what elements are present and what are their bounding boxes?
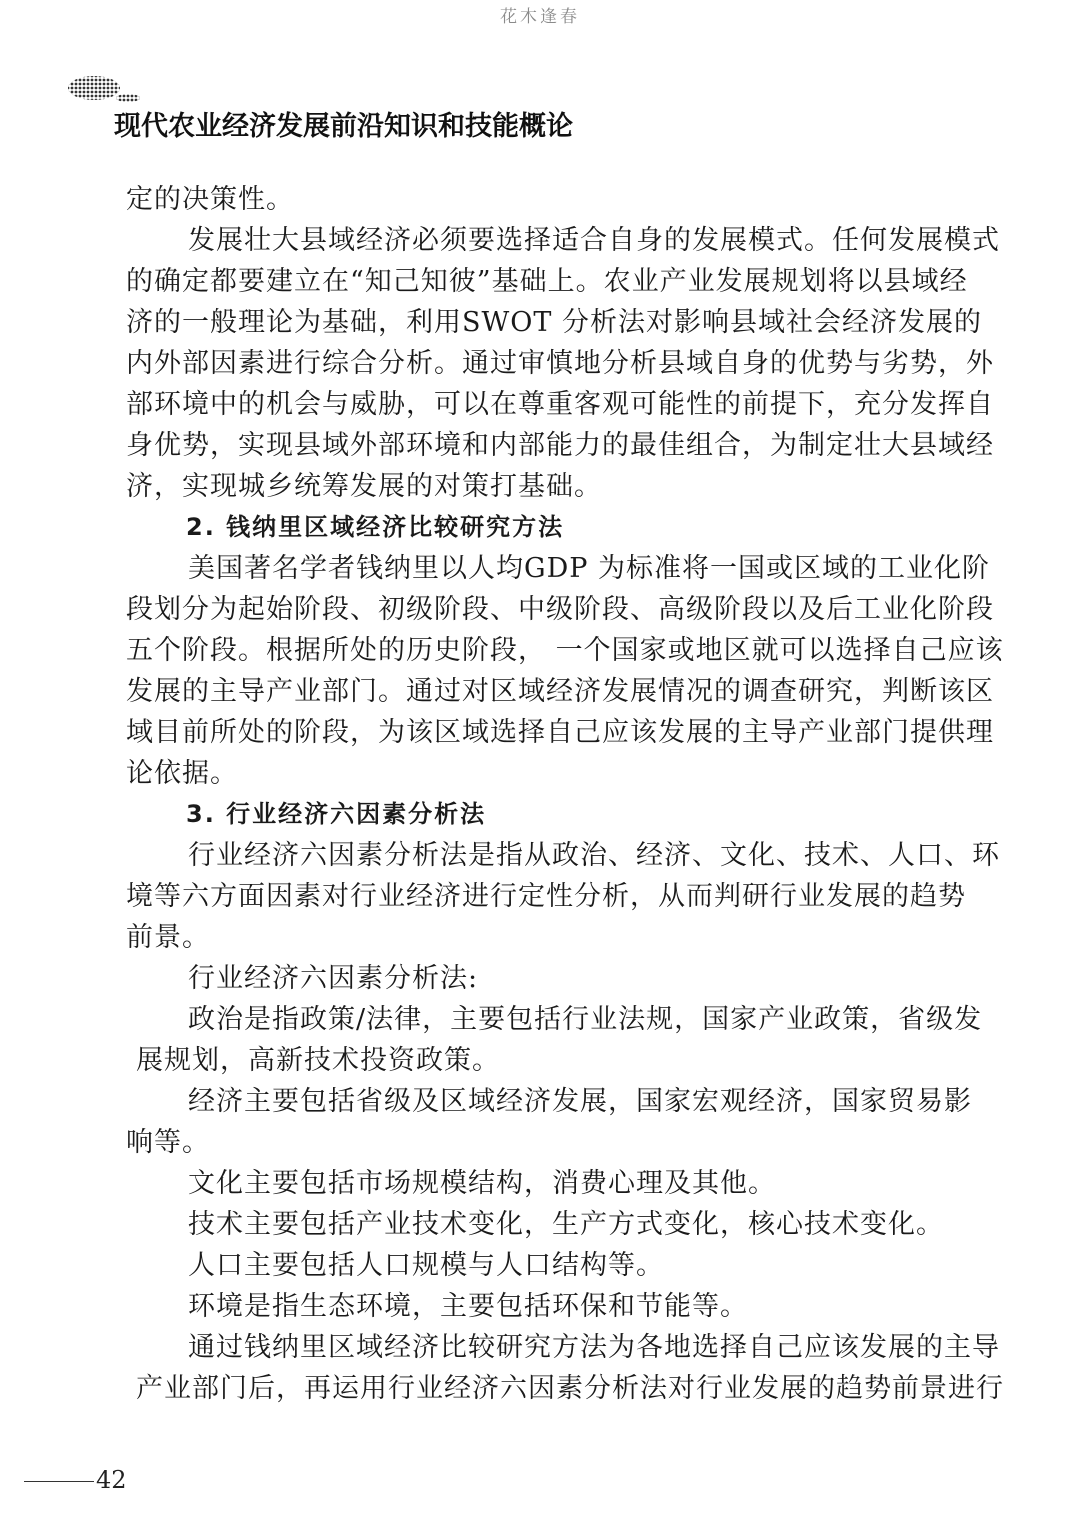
paragraph-line: 美国著名学者钱纳里以人均GDP 为标准将一国或区域的工业化阶	[188, 553, 990, 584]
paragraph-line: 政治是指政策/法律，主要包括行业法规，国家产业政策，省级发	[188, 1004, 983, 1035]
page-body	[126, 179, 1002, 1409]
paragraph-line: 域目前所处的阶段，为该区域选择自己应该发展的主导产业部门提供理	[126, 717, 994, 748]
paragraph-line: 环境是指生态环境，主要包括环保和节能等。	[188, 1291, 748, 1322]
paragraph-line: 境等六方面因素对行业经济进行定性分析，从而判研行业发展的趋势	[126, 881, 966, 912]
paragraph-line: 行业经济六因素分析法是指从政治、经济、文化、技术、人口、环	[188, 840, 1000, 871]
paragraph-line: 五个阶段。根据所处的历史阶段， 一个国家或地区就可以选择自己应该	[126, 635, 1004, 666]
paragraph-line: 文化主要包括市场规模结构，消费心理及其他。	[188, 1168, 776, 1199]
paragraph-line: 产业部门后，再运用行业经济六因素分析法对行业发展的趋势前景进行	[136, 1373, 1004, 1404]
paragraph-line: 通过钱纳里区域经济比较研究方法为各地选择自己应该发展的主导	[188, 1332, 1000, 1363]
footer-rule	[24, 1481, 94, 1482]
watermark-text: 花木逢春	[500, 7, 580, 27]
paragraph-line: 部环境中的机会与威胁，可以在尊重客观可能性的前提下，充分发挥自	[126, 389, 994, 420]
paragraph-line: 前景。	[126, 922, 210, 953]
book-title: 现代农业经济发展前沿知识和技能概论	[114, 111, 573, 142]
paragraph-line: 发展壮大县域经济必须要选择适合自身的发展模式。任何发展模式	[188, 225, 1000, 256]
paragraph-line: 行业经济六因素分析法:	[188, 963, 479, 994]
paragraph-line: 的确定都要建立在“知己知彼”基础上。农业产业发展规划将以县域经	[126, 266, 968, 297]
paragraph-line: 济，实现城乡统筹发展的对策打基础。	[126, 471, 602, 502]
paragraph-line: 定的决策性。	[126, 184, 294, 215]
paragraph-line: 身优势，实现县域外部环境和内部能力的最佳组合，为制定壮大县域经	[126, 430, 994, 461]
paragraph-line: 响等。	[126, 1127, 210, 1158]
paragraph-line: 人口主要包括人口规模与人口结构等。	[188, 1250, 664, 1281]
paragraph-line: 发展的主导产业部门。通过对区域经济发展情况的调查研究，判断该区	[126, 676, 994, 707]
paragraph-line: 段划分为起始阶段、初级阶段、中级阶段、高级阶段以及后工业化阶段	[126, 594, 994, 625]
page-number: 42	[96, 1466, 127, 1494]
paragraph-line: 内外部因素进行综合分析。通过审慎地分析县域自身的优势与劣势，外	[126, 348, 994, 379]
paragraph-line: 论依据。	[126, 758, 238, 789]
paragraph-line: 技术主要包括产业技术变化，生产方式变化，核心技术变化。	[188, 1209, 944, 1240]
section-heading: 3. 行业经济六因素分析法	[186, 800, 487, 828]
paragraph-line: 济的一般理论为基础，利用SWOT 分析法对影响县域社会经济发展的	[126, 307, 982, 338]
paragraph-line: 经济主要包括省级及区域经济发展，国家宏观经济，国家贸易影	[188, 1086, 972, 1117]
paragraph-line: 展规划，高新技术投资政策。	[136, 1045, 500, 1076]
section-heading: 2. 钱纳里区域经济比较研究方法	[186, 513, 565, 541]
